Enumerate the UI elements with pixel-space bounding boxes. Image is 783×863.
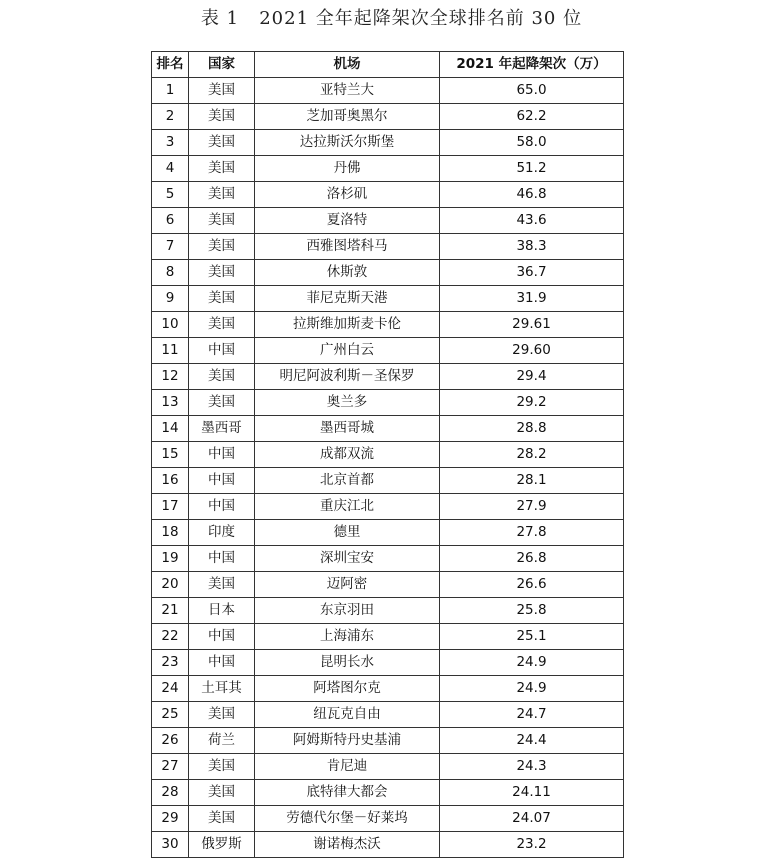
table-header-row: [152, 52, 624, 78]
cell-rank: 2: [152, 104, 189, 130]
cell-flights: 29.2: [440, 390, 624, 416]
cell-country: 美国: [189, 182, 255, 208]
cell-rank: 1: [152, 78, 189, 104]
cell-country: 印度: [189, 520, 255, 546]
cell-rank: 23: [152, 650, 189, 676]
cell-rank: 6: [152, 208, 189, 234]
cell-airport: 纽瓦克自由: [255, 702, 440, 728]
cell-airport: 亚特兰大: [255, 78, 440, 104]
header-flights: 2021 年起降架次（万）: [440, 52, 624, 78]
table-row: [152, 182, 624, 208]
cell-flights: 24.4: [440, 728, 624, 754]
cell-country: 俄罗斯: [189, 832, 255, 858]
cell-rank: 5: [152, 182, 189, 208]
table-row: [152, 78, 624, 104]
table-row: [152, 572, 624, 598]
table-row: [152, 546, 624, 572]
cell-country: 美国: [189, 702, 255, 728]
cell-flights: 27.8: [440, 520, 624, 546]
table-row: [152, 104, 624, 130]
cell-airport: 德里: [255, 520, 440, 546]
table-row: [152, 442, 624, 468]
cell-airport: 菲尼克斯天港: [255, 286, 440, 312]
table-row: [152, 156, 624, 182]
cell-flights: 24.7: [440, 702, 624, 728]
cell-flights: 28.8: [440, 416, 624, 442]
cell-country: 美国: [189, 78, 255, 104]
cell-airport: 成都双流: [255, 442, 440, 468]
table-row: [152, 624, 624, 650]
table-row: [152, 468, 624, 494]
cell-country: 美国: [189, 806, 255, 832]
cell-country: 美国: [189, 260, 255, 286]
cell-airport: 广州白云: [255, 338, 440, 364]
cell-airport: 谢诺梅杰沃: [255, 832, 440, 858]
airport-ranking-table: [151, 51, 624, 858]
cell-rank: 12: [152, 364, 189, 390]
cell-rank: 4: [152, 156, 189, 182]
cell-flights: 43.6: [440, 208, 624, 234]
cell-airport: 达拉斯沃尔斯堡: [255, 130, 440, 156]
cell-country: 中国: [189, 546, 255, 572]
cell-rank: 17: [152, 494, 189, 520]
cell-airport: 明尼阿波利斯－圣保罗: [255, 364, 440, 390]
cell-rank: 22: [152, 624, 189, 650]
cell-flights: 29.60: [440, 338, 624, 364]
cell-country: 美国: [189, 364, 255, 390]
table-row: [152, 338, 624, 364]
cell-airport: 重庆江北: [255, 494, 440, 520]
cell-flights: 51.2: [440, 156, 624, 182]
cell-country: 中国: [189, 338, 255, 364]
table-body: [152, 78, 624, 858]
cell-country: 中国: [189, 494, 255, 520]
table-row: [152, 676, 624, 702]
cell-country: 美国: [189, 312, 255, 338]
cell-airport: 丹佛: [255, 156, 440, 182]
cell-flights: 24.9: [440, 650, 624, 676]
header-country: 国家: [189, 52, 255, 78]
cell-flights: 31.9: [440, 286, 624, 312]
table-row: [152, 520, 624, 546]
cell-airport: 阿姆斯特丹史基浦: [255, 728, 440, 754]
header-airport: 机场: [255, 52, 440, 78]
cell-rank: 21: [152, 598, 189, 624]
cell-country: 美国: [189, 234, 255, 260]
cell-rank: 10: [152, 312, 189, 338]
cell-rank: 3: [152, 130, 189, 156]
table-row: [152, 234, 624, 260]
cell-airport: 劳德代尔堡－好莱坞: [255, 806, 440, 832]
cell-country: 中国: [189, 624, 255, 650]
table-row: [152, 312, 624, 338]
cell-rank: 27: [152, 754, 189, 780]
cell-flights: 29.4: [440, 364, 624, 390]
cell-airport: 阿塔图尔克: [255, 676, 440, 702]
table-row: [152, 390, 624, 416]
cell-rank: 24: [152, 676, 189, 702]
cell-flights: 27.9: [440, 494, 624, 520]
table-row: [152, 364, 624, 390]
cell-rank: 9: [152, 286, 189, 312]
cell-airport: 休斯敦: [255, 260, 440, 286]
cell-flights: 24.9: [440, 676, 624, 702]
cell-rank: 8: [152, 260, 189, 286]
cell-flights: 23.2: [440, 832, 624, 858]
cell-airport: 墨西哥城: [255, 416, 440, 442]
cell-flights: 58.0: [440, 130, 624, 156]
table-row: [152, 650, 624, 676]
cell-airport: 肯尼迪: [255, 754, 440, 780]
table-row: [152, 702, 624, 728]
table-row: [152, 130, 624, 156]
cell-country: 美国: [189, 286, 255, 312]
table-row: [152, 806, 624, 832]
cell-airport: 迈阿密: [255, 572, 440, 598]
cell-country: 美国: [189, 754, 255, 780]
table-caption: [0, 6, 783, 32]
cell-country: 中国: [189, 468, 255, 494]
cell-country: 美国: [189, 104, 255, 130]
table-row: [152, 260, 624, 286]
cell-flights: 24.11: [440, 780, 624, 806]
cell-airport: 底特律大都会: [255, 780, 440, 806]
cell-flights: 65.0: [440, 78, 624, 104]
header-rank: 排名: [152, 52, 189, 78]
cell-rank: 13: [152, 390, 189, 416]
cell-flights: 26.8: [440, 546, 624, 572]
cell-airport: 芝加哥奥黑尔: [255, 104, 440, 130]
cell-rank: 30: [152, 832, 189, 858]
cell-airport: 夏洛特: [255, 208, 440, 234]
cell-airport: 东京羽田: [255, 598, 440, 624]
table-row: [152, 286, 624, 312]
table-row: [152, 832, 624, 858]
cell-airport: 洛杉矶: [255, 182, 440, 208]
cell-flights: 25.8: [440, 598, 624, 624]
cell-flights: 28.2: [440, 442, 624, 468]
cell-flights: 29.61: [440, 312, 624, 338]
cell-country: 墨西哥: [189, 416, 255, 442]
cell-country: 美国: [189, 156, 255, 182]
cell-rank: 26: [152, 728, 189, 754]
cell-airport: 奥兰多: [255, 390, 440, 416]
table-row: [152, 780, 624, 806]
table-row: [152, 416, 624, 442]
cell-rank: 14: [152, 416, 189, 442]
table-row: [152, 208, 624, 234]
table-row: [152, 728, 624, 754]
cell-rank: 16: [152, 468, 189, 494]
cell-flights: 62.2: [440, 104, 624, 130]
cell-country: 中国: [189, 650, 255, 676]
cell-rank: 15: [152, 442, 189, 468]
cell-rank: 28: [152, 780, 189, 806]
table-row: [152, 754, 624, 780]
cell-rank: 7: [152, 234, 189, 260]
cell-airport: 上海浦东: [255, 624, 440, 650]
table-caption-label: 表 1: [200, 8, 240, 29]
cell-airport: 拉斯维加斯麦卡伦: [255, 312, 440, 338]
cell-flights: 24.07: [440, 806, 624, 832]
cell-flights: 25.1: [440, 624, 624, 650]
cell-airport: 北京首都: [255, 468, 440, 494]
cell-rank: 29: [152, 806, 189, 832]
cell-rank: 25: [152, 702, 189, 728]
cell-country: 中国: [189, 442, 255, 468]
table-row: [152, 494, 624, 520]
cell-rank: 18: [152, 520, 189, 546]
cell-flights: 36.7: [440, 260, 624, 286]
cell-country: 美国: [189, 572, 255, 598]
cell-rank: 20: [152, 572, 189, 598]
cell-country: 日本: [189, 598, 255, 624]
cell-rank: 19: [152, 546, 189, 572]
cell-flights: 26.6: [440, 572, 624, 598]
table-row: [152, 598, 624, 624]
table-caption-title: 2021 全年起降架次全球排名前 30 位: [259, 8, 583, 29]
cell-country: 美国: [189, 780, 255, 806]
cell-country: 荷兰: [189, 728, 255, 754]
cell-airport: 昆明长水: [255, 650, 440, 676]
cell-flights: 38.3: [440, 234, 624, 260]
cell-flights: 28.1: [440, 468, 624, 494]
cell-airport: 西雅图塔科马: [255, 234, 440, 260]
cell-country: 土耳其: [189, 676, 255, 702]
cell-flights: 46.8: [440, 182, 624, 208]
cell-country: 美国: [189, 130, 255, 156]
cell-rank: 11: [152, 338, 189, 364]
cell-country: 美国: [189, 208, 255, 234]
cell-airport: 深圳宝安: [255, 546, 440, 572]
cell-flights: 24.3: [440, 754, 624, 780]
cell-country: 美国: [189, 390, 255, 416]
